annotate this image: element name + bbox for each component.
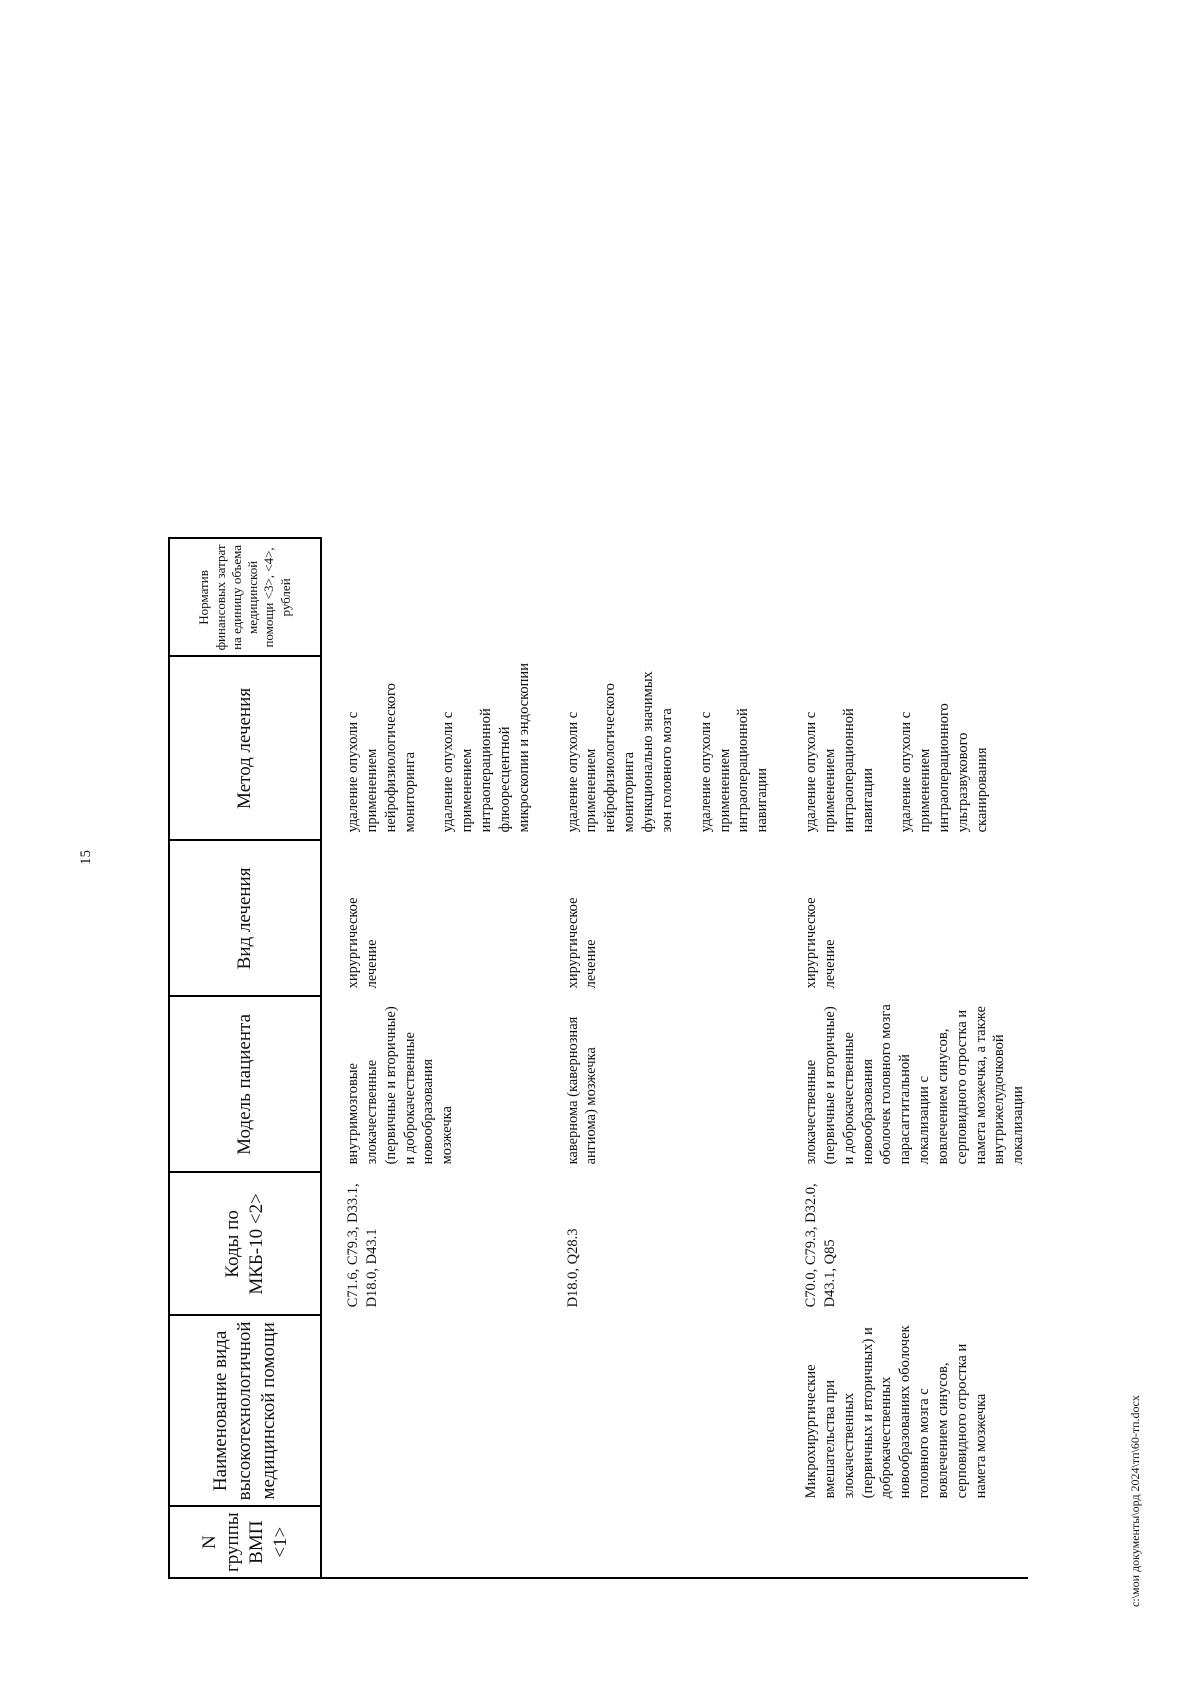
header-method: Метод лечения (169, 656, 321, 840)
cell-methods (344, 656, 534, 840)
header-group: N группы ВМП <1> (169, 1506, 321, 1578)
method-item: удаление опухоли с применением интраоперационной навигации (697, 708, 771, 833)
cell-kind: хирургическое лечение (803, 897, 838, 989)
method-item: удаление опухоли с применением нейрофизиологического мониторинга функционально значимых зон головного мозга (564, 671, 675, 833)
cell-model: злокачественные (первичные и вторичные) и доброкачественные новообразования оболочек головного мозга парасаггитальной локализации с вовлечением синусов, серповидного отростка и намета мозжечка, а также внутрижелудочковой локализации (803, 1004, 1027, 1165)
header-name: Наименование вида высокотехнологичной медицинской помощи (169, 1315, 321, 1506)
header-kind: Вид лечения (169, 840, 321, 996)
cell-methods (564, 656, 772, 840)
file-path-footer: c:\мои документы\орд 2024\тп\60-тп.docx (1128, 1395, 1142, 1607)
cell-codes: C70.0, C79.3, D32.0, D43.1, Q85 (803, 1183, 838, 1308)
cell-norm (564, 538, 772, 656)
method-item: удаление опухоли с применением нейрофизиологического мониторинга (345, 683, 418, 833)
page-number: 15 (78, 850, 94, 865)
cell-codes: D18.0, Q28.3 (564, 1228, 581, 1308)
header-model: Модель пациента (169, 996, 321, 1172)
vmp-table (168, 537, 1028, 1579)
method-item: удаление опухоли с применением интраоперационного ультразвукового сканирования (898, 703, 990, 833)
method-item: удаление опухоли с применением интраоперационной навигации (803, 708, 876, 833)
method-item: удаление опухоли с применением интраоперационной флюоресцентной микроскопии и эндоскопии (440, 663, 532, 833)
header-norm: Норматив финансовых затрат на единицу объема медицинской помощи <3>, <4>, рублей (169, 538, 321, 656)
cell-model: внутримозговые злокачественные (первичные и вторичные) и доброкачественные новообразования мозжечка (345, 1006, 456, 1165)
table-row (344, 538, 534, 1578)
cell-kind: хирургическое лечение (345, 897, 380, 989)
cell-kind: хирургическое лечение (564, 897, 600, 989)
cell-group (564, 1506, 772, 1578)
table-row (564, 538, 772, 1578)
cell-group (344, 1506, 534, 1578)
table-row (802, 538, 1028, 1578)
cell-norm (344, 538, 534, 656)
cell-name (344, 1315, 534, 1506)
cell-norm (802, 538, 1028, 656)
cell-name (564, 1315, 772, 1506)
cell-name: Микрохирургические вмешательства при злокачественных (первичных и вторичных) и доброкачественных новообразованиях оболочек головного мозга с вовлечением синусов, серповидного отростка и намета мозжечка (803, 1325, 989, 1499)
cell-group (802, 1506, 1028, 1578)
cell-codes: C71.6, C79.3, D33.1, D18.0, D43.1 (345, 1183, 380, 1308)
cell-methods (802, 656, 1028, 840)
cell-model: кавернома (кавернозная ангиома) мозжечка (564, 1016, 600, 1165)
table-header-row (169, 538, 321, 1578)
header-codes: Коды по МКБ-10 <2> (169, 1172, 321, 1315)
